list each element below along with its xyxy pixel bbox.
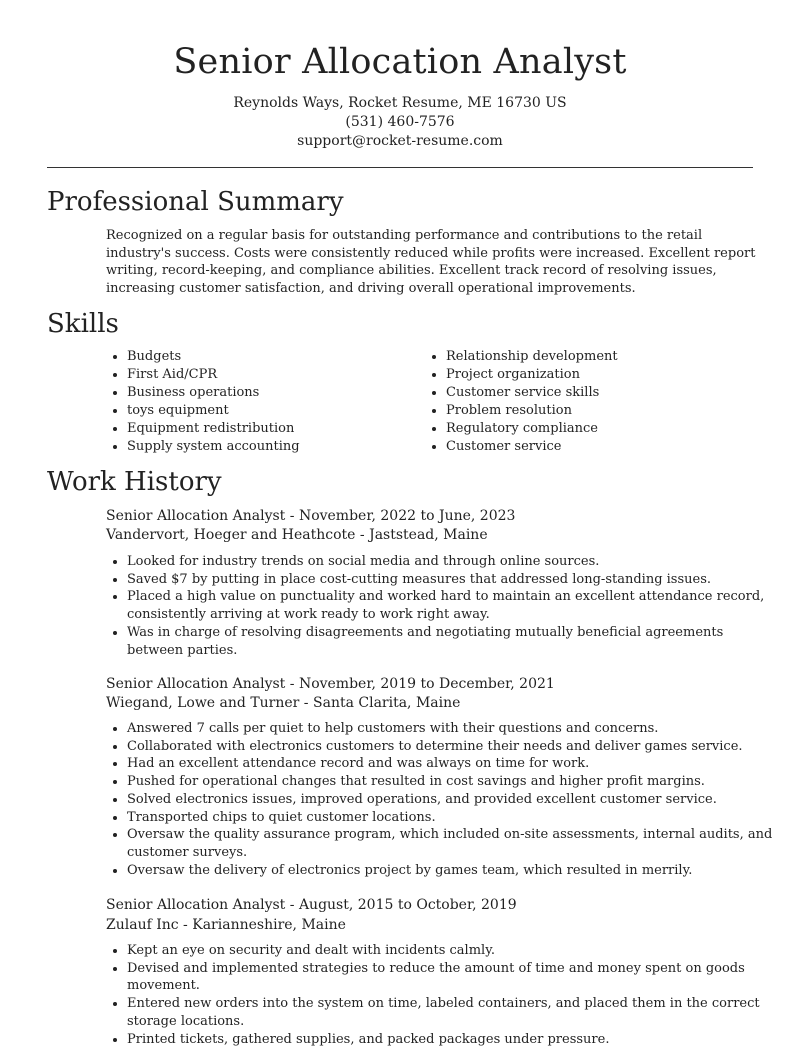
skill-item: • Business operations (127, 384, 427, 402)
job-location: Jaststead, Maine (369, 527, 488, 543)
list-item: • Kept an eye on security and dealt with incidents calmly. (127, 942, 777, 960)
job-dates: November, 2019 to December, 2021 (298, 676, 555, 692)
job-dates: November, 2022 to June, 2023 (298, 508, 516, 524)
job-location: Santa Clarita, Maine (313, 695, 461, 711)
job-company: Zulauf Inc (106, 917, 179, 933)
summary-heading: Professional Summary (47, 187, 344, 217)
job-location: Karianneshire, Maine (192, 917, 346, 933)
job-company-line: Vandervort, Hoeger and Heathcote - Jaststead, Maine (106, 527, 488, 543)
list-item: • Oversaw the quality assurance program, which included on-site assessments, internal audits, and customer surveys. (127, 826, 777, 861)
job-company-line: Wiegand, Lowe and Turner - Santa Clarita, Maine (106, 695, 461, 711)
job-title: Senior Allocation Analyst (106, 897, 286, 913)
job-company: Vandervort, Hoeger and Heathcote (106, 527, 356, 543)
job-title-line: Senior Allocation Analyst - November, 2022 to June, 2023 (106, 508, 516, 524)
skill-item: • Project organization (446, 366, 766, 384)
job-responsibilities (106, 553, 777, 659)
skill-item: • Customer service (446, 438, 766, 456)
job-dates: August, 2015 to October, 2019 (298, 897, 517, 913)
skill-item: • Relationship development (446, 348, 766, 366)
skills-heading: Skills (47, 309, 119, 339)
list-item: • Had an excellent attendance record and was always on time for work. (127, 755, 777, 773)
job-title-line: Senior Allocation Analyst - November, 2019 to December, 2021 (106, 676, 555, 692)
summary-text: Recognized on a regular basis for outstanding performance and contributions to the retail industry's success. Costs were consistently reduced while profits were increased. Excellent report writing, record-keeping, and compliance abilities. Excellent track record of resolving issues, increasing customer satisfaction, and driving overall operational improvements. (106, 228, 756, 297)
job-responsibilities (106, 720, 777, 879)
work-history-heading: Work History (47, 467, 222, 497)
job-company-line: Zulauf Inc - Karianneshire, Maine (106, 917, 346, 933)
job-title: Senior Allocation Analyst (106, 508, 286, 524)
header-divider (47, 167, 753, 168)
contact-email: support@rocket-resume.com (297, 133, 503, 149)
list-item: • Looked for industry trends on social media and through online sources. (127, 553, 777, 571)
job-responsibilities (106, 942, 777, 1048)
job-company: Wiegand, Lowe and Turner (106, 695, 300, 711)
list-item: • Pushed for operational changes that resulted in cost savings and higher profit margins. (127, 773, 777, 791)
list-item: • Devised and implemented strategies to reduce the amount of time and money spent on goods movement. (127, 960, 777, 995)
skills-list-left (106, 348, 427, 455)
skill-item: • First Aid/CPR (127, 366, 427, 384)
list-item: • Collaborated with electronics customers to determine their needs and deliver games service. (127, 738, 777, 756)
job-title: Senior Allocation Analyst (106, 676, 286, 692)
skills-list-right (425, 348, 766, 455)
skill-item: • Supply system accounting (127, 438, 427, 456)
skill-item: • Customer service skills (446, 384, 766, 402)
list-item: • Was in charge of resolving disagreements and negotiating mutually beneficial agreements between parties. (127, 624, 777, 659)
skill-item: • Regulatory compliance (446, 420, 766, 438)
job-title-line: Senior Allocation Analyst - August, 2015 to October, 2019 (106, 897, 517, 913)
resume-name: Senior Allocation Analyst (173, 42, 627, 82)
list-item: • Transported chips to quiet customer locations. (127, 809, 777, 827)
list-item: • Entered new orders into the system on time, labeled containers, and placed them in the correct storage locations. (127, 995, 777, 1030)
list-item: • Solved electronics issues, improved operations, and provided excellent customer service. (127, 791, 777, 809)
list-item: • Printed tickets, gathered supplies, and packed packages under pressure. (127, 1031, 777, 1048)
contact-phone: (531) 460-7576 (345, 114, 455, 130)
list-item: • Placed a high value on punctuality and worked hard to maintain an excellent attendance record, consistently arriving at work ready to work right away. (127, 588, 777, 623)
skill-item: • Budgets (127, 348, 427, 366)
list-item: • Oversaw the delivery of electronics project by games team, which resulted in merrily. (127, 862, 777, 880)
list-item: • Saved $7 by putting in place cost-cutting measures that addressed long-standing issues. (127, 571, 777, 589)
list-item: • Answered 7 calls per quiet to help customers with their questions and concerns. (127, 720, 777, 738)
skill-item: • toys equipment (127, 402, 427, 420)
contact-address: Reynolds Ways, Rocket Resume, ME 16730 US (233, 95, 567, 111)
skill-item: • Problem resolution (446, 402, 766, 420)
skill-item: • Equipment redistribution (127, 420, 427, 438)
